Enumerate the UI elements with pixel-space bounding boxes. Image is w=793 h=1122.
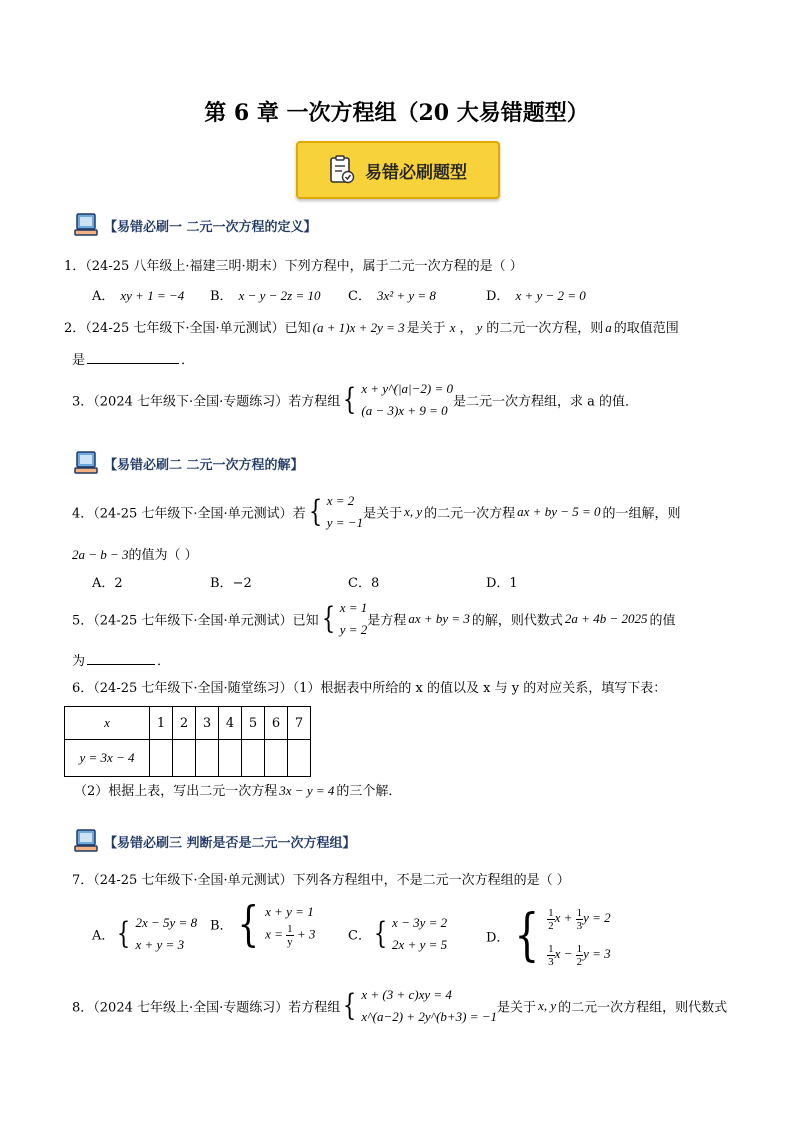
question-3: 3．（2024 七年级下·全国·专题练习）若方程组 { x + y^(|a|−2) = 0 (a − 3)x + 9 = 0 是二元一次方程组，求 a 的值． <box>72 381 639 418</box>
q7-option-c: C． { x − 3y = 2 2x + y = 5 <box>348 915 448 952</box>
question-1: 1．（24-25 八年级上·福建三明·期末）下列方程中，属于二元一次方程的是（ ） <box>64 259 523 274</box>
question-4-line2: 2a − b − 3的值为（ ） <box>72 547 198 563</box>
computer-icon <box>74 450 100 476</box>
question-8: 8．（2024 七年级上·全国·专题练习）若方程组 { x + (3 + c)xy = 4 x^(a−2) + 2y^(b+3) = −1 是关于 x, y 的二元一次方程组，则代数式 <box>72 987 728 1024</box>
question-6-part2: （2）根据上表，写出二元一次方程 3x − y = 4 的三个解． <box>74 783 402 799</box>
section-header-2: 【易错必刷二 二元一次方程的解】 <box>74 450 304 476</box>
section-header-3: 【易错必刷三 判断是否是二元一次方程组】 <box>74 828 356 854</box>
question-4: 4．（24-25 七年级下·全国·单元测试）若 { x = 2 y = −1 是关于 x, y 的二元一次方程 ax + by − 5 = 0 的一组解，则 <box>72 493 681 530</box>
banner-label: 易错必刷题型 <box>365 162 467 183</box>
table-row: x 1 2 3 4 5 6 7 <box>65 707 311 740</box>
answer-blank[interactable] <box>87 351 179 364</box>
question-7: 7．（24-25 七年级下·全国·单元测试）下列各方程组中，不是二元一次方程组的是（ ） <box>72 873 570 888</box>
q7-option-b: B． { x + y = 1 x = $\frac{1}{y}$ + 3 <box>210 896 316 952</box>
q7-option-a: A． { 2x − 5y = 8 x + y = 3 <box>92 915 198 952</box>
answer-blank[interactable] <box>87 652 155 665</box>
question-5-line2: 为 ． <box>72 654 171 669</box>
value-table <box>64 706 311 777</box>
q1-option-c: C． 3x² + y = 8 <box>348 288 436 304</box>
banner <box>296 141 500 199</box>
page-title: 第 6 章 一次方程组（20 大易错题型） <box>204 100 589 126</box>
checklist-icon <box>329 155 355 185</box>
computer-icon <box>74 828 100 854</box>
computer-icon <box>74 212 100 238</box>
q4-option-d: D．1 <box>486 576 518 591</box>
question-2-line2: 是 ． <box>72 353 195 368</box>
question-2: 2．（24-25 七年级下·全国·单元测试）已知 (a + 1)x + 2y = 3 是关于 x ， y 的二元一次方程，则 a 的取值范围 <box>64 320 679 336</box>
q7-option-d: D． { $\frac{1}{2}$ x + $\frac{1}{3}$ y = 2 $\frac{1}{3}$ x − $\frac{1}{2}$ y = 3 <box>486 903 611 968</box>
question-6: 6．（24-25 七年级下·全国·随堂练习）（1）根据表中所给的 x 的值以及 x 与 y 的对应关系，填写下表： <box>72 681 667 696</box>
q1-option-a: A． xy + 1 = −4 <box>92 288 185 304</box>
q4-option-a: A．2 <box>92 576 123 591</box>
question-5: 5．（24-25 七年级下·全国·单元测试）已知 { x = 1 y = 2 是方程 ax + by = 3 的解，则代数式 2a + 4b − 2025 的值 <box>72 600 676 637</box>
q4-option-c: C．8 <box>348 576 380 591</box>
section-header-1: 【易错必刷一 二元一次方程的定义】 <box>74 212 317 238</box>
q1-option-d: D． x + y − 2 = 0 <box>486 288 586 304</box>
q4-option-b: B．−2 <box>210 576 252 591</box>
table-row: y = 3x − 4 <box>65 740 311 777</box>
q1-option-b: B． x − y − 2z = 10 <box>210 288 321 304</box>
